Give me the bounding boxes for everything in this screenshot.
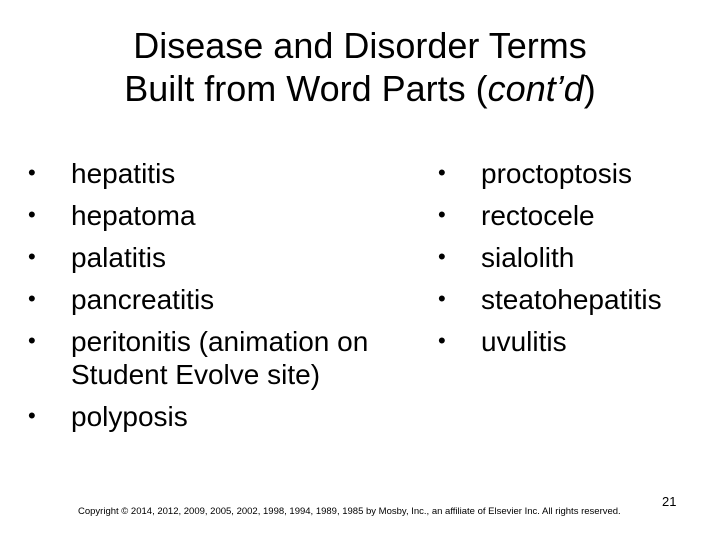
term-text: palatitis [71, 242, 166, 273]
bullet-icon: • [438, 244, 446, 269]
bullet-icon: • [28, 202, 36, 227]
term-text: peritonitis (animation on Student Evolve site) [71, 326, 369, 390]
bullet-icon: • [28, 403, 36, 428]
bullet-icon: • [438, 202, 446, 227]
list-item [28, 278, 428, 320]
term-text: steatohepatitis [481, 284, 662, 315]
bullet-icon: • [28, 286, 36, 311]
term-text: proctoptosis [481, 158, 632, 189]
list-item [438, 278, 713, 320]
bullet-icon: • [438, 160, 446, 185]
term-text: rectocele [481, 200, 595, 231]
list-item [28, 194, 428, 236]
bullet-icon: • [438, 286, 446, 311]
list-item [28, 320, 428, 395]
bullet-icon: • [28, 328, 36, 353]
list-item [28, 152, 428, 194]
term-text: polyposis [71, 401, 188, 432]
list-item [28, 236, 428, 278]
page-number: 21 [662, 494, 677, 509]
list-item [438, 236, 713, 278]
right-term-list [438, 152, 713, 362]
bullet-icon: • [438, 328, 446, 353]
title-line-2-suffix: ) [583, 68, 596, 109]
list-item [438, 320, 713, 362]
term-text: hepatoma [71, 200, 196, 231]
term-text: uvulitis [481, 326, 567, 357]
left-term-list [28, 152, 428, 437]
term-text: pancreatitis [71, 284, 215, 315]
slide-title [70, 24, 650, 110]
title-line-1: Disease and Disorder Terms [133, 25, 587, 66]
copyright-footer: Copyright © 2014, 2012, 2009, 2005, 2002, 1998, 1994, 1989, 1985 by Mosby, Inc., an affiliate of Elsevier Inc. All rights reserved. [78, 506, 621, 517]
term-text: sialolith [481, 242, 575, 273]
title-line-2-italic: cont’d [487, 68, 584, 109]
term-text: hepatitis [71, 158, 176, 189]
title-line-2-prefix: Built from Word Parts ( [124, 68, 488, 109]
list-item [438, 194, 713, 236]
list-item [438, 152, 713, 194]
bullet-icon: • [28, 160, 36, 185]
bullet-icon: • [28, 244, 36, 269]
title-line-2 [70, 67, 650, 110]
list-item [28, 395, 428, 437]
